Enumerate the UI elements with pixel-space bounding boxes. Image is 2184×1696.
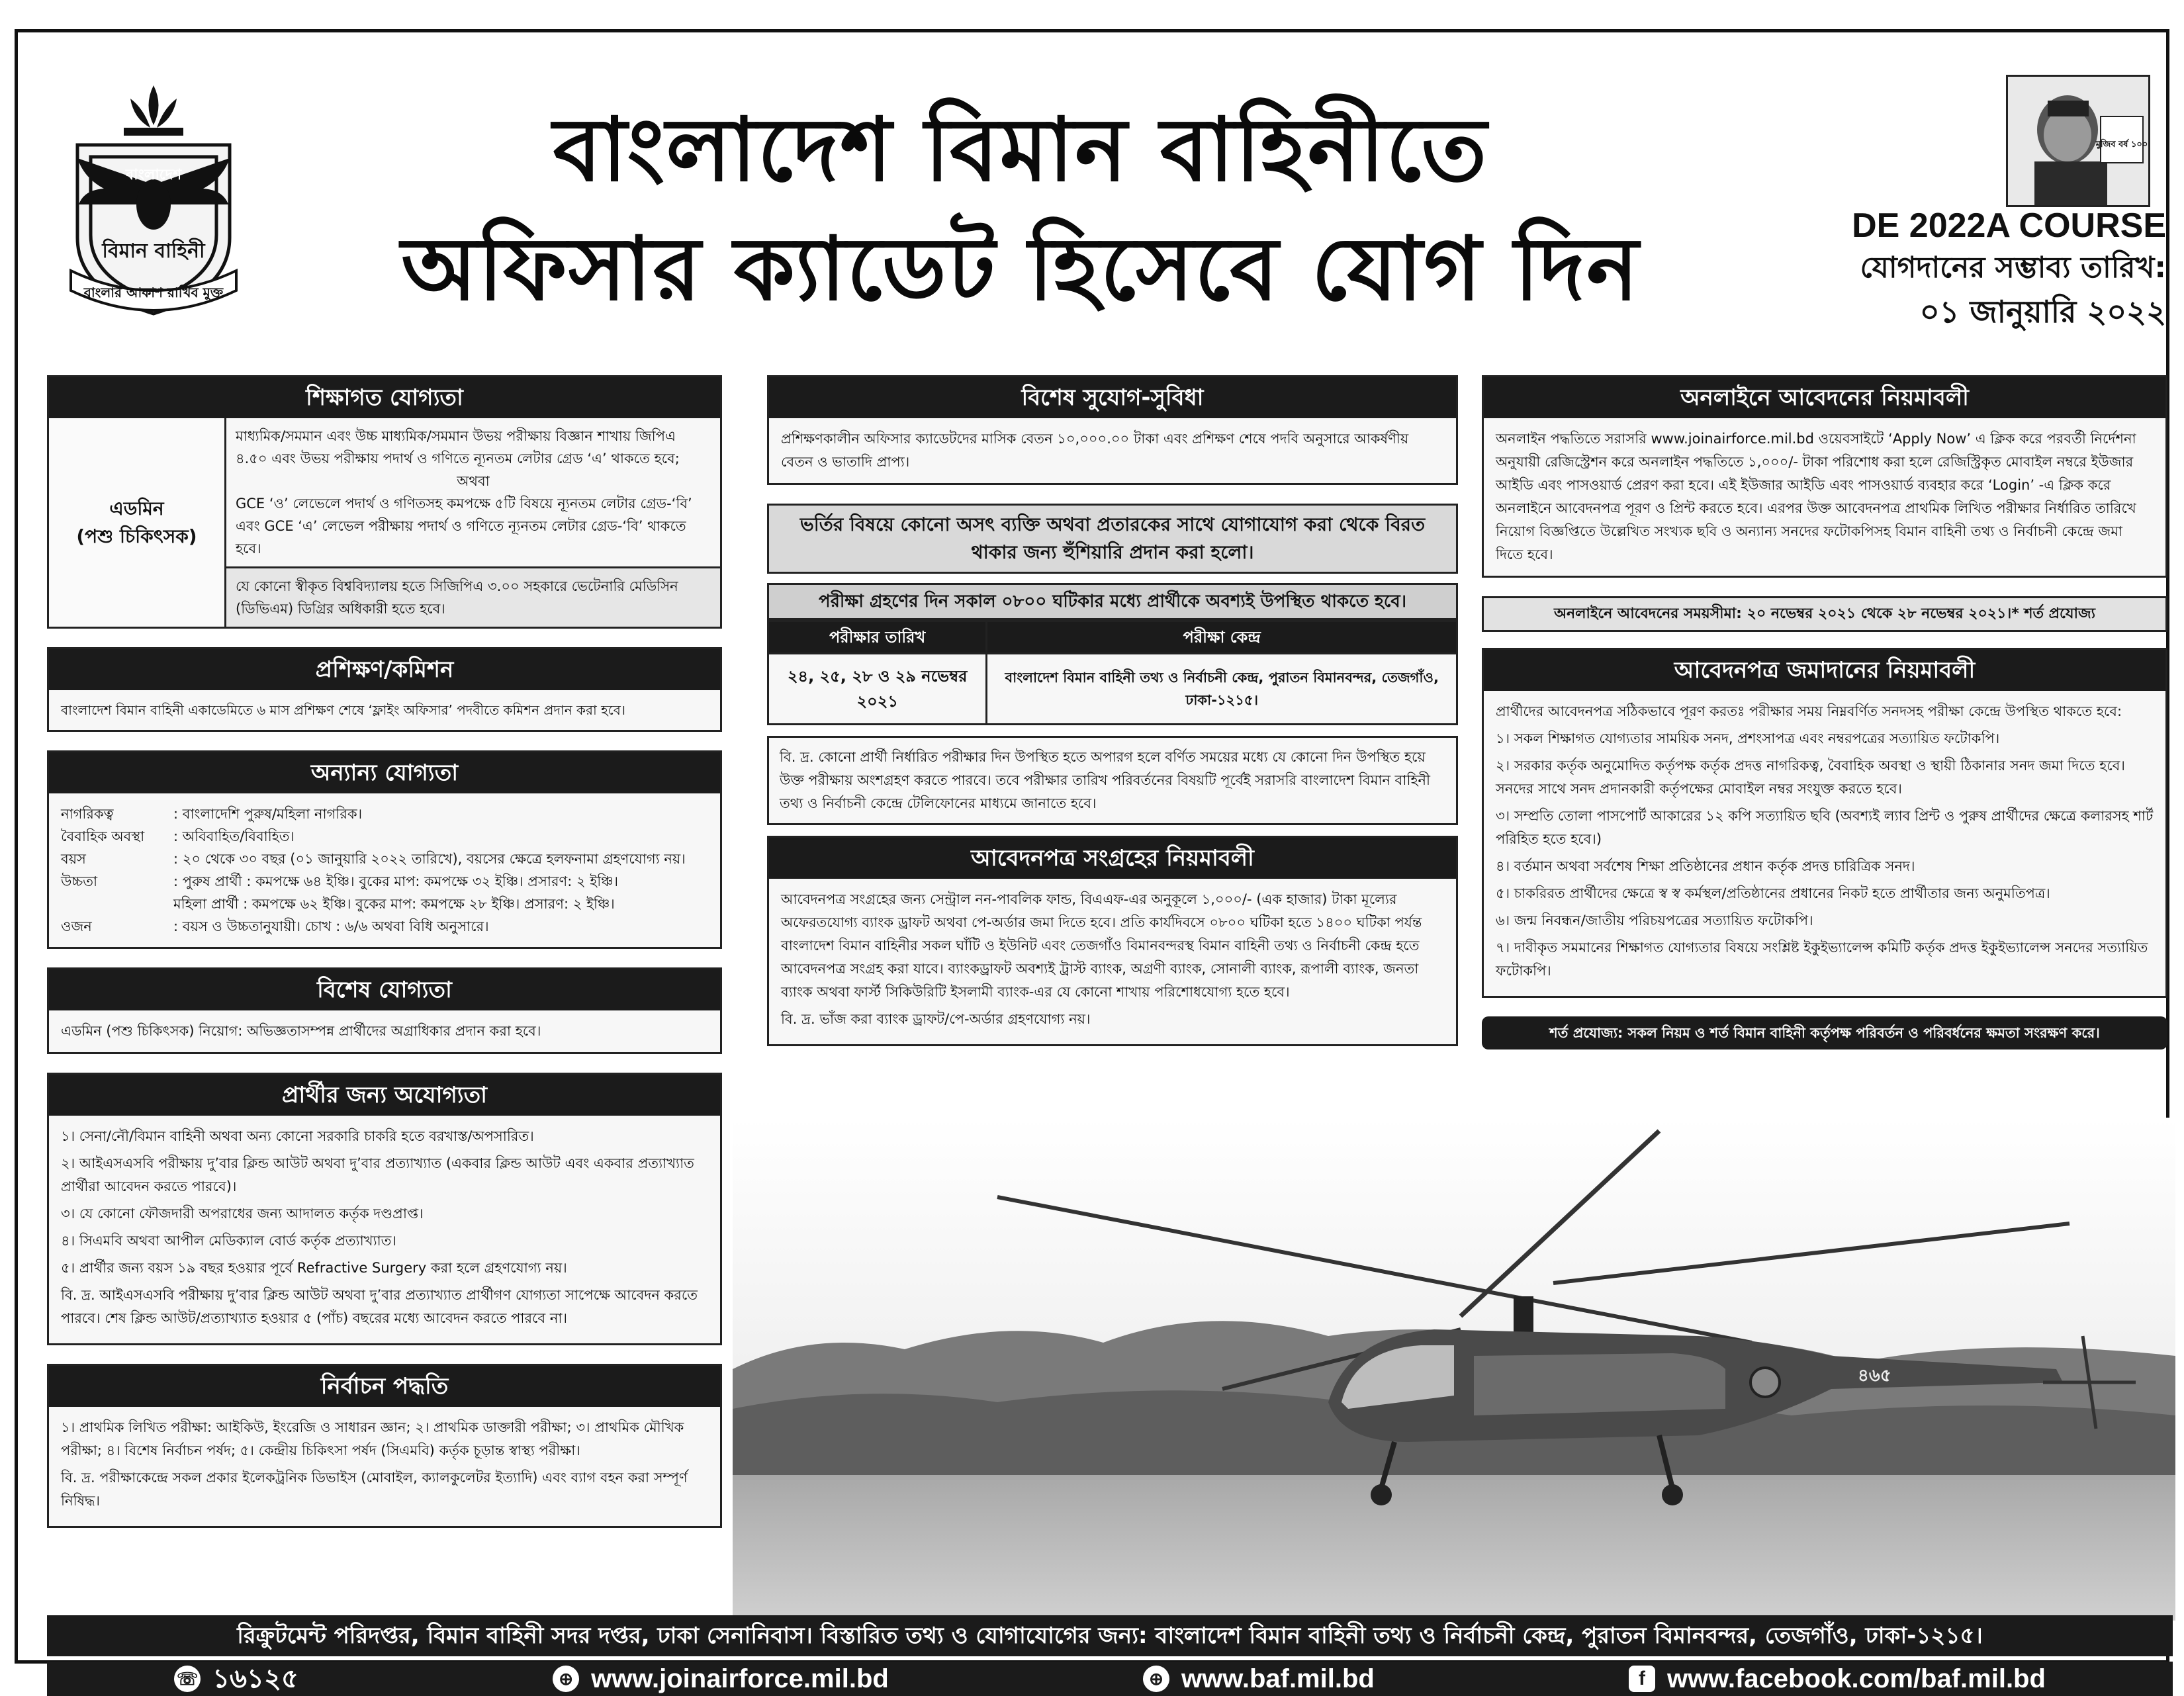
qualification-key: বৈবাহিক অবস্থা (61, 828, 145, 844)
table-row (768, 654, 1457, 725)
list-item: ৫। চাকরিরত প্রার্থীদের ক্ষেত্রে স্ব স্ব কর্মস্থল/প্রতিষ্ঠানের প্রধানের নিকট হতে প্রার্থীতার জন্য অনুমতিপত্র। (1496, 885, 2050, 901)
qualification-key: ওজন (61, 918, 92, 934)
collection-text: আবেদনপত্র সংগ্রহের জন্য সেন্ট্রাল নন-পাবলিক ফান্ড, বিএএফ-এর অনুকূলে ১,০০০/- (এক হাজার) টাকা মূল্যের অফেরতযোগ্য ব্যাংক ড্রাফট অথবা পে-অর্ডার জমা দিতে হবে। প্রতি কার্যদিবসে ০৮০০ ঘটিকা হতে ১৪০০ ঘটিকা পর্যন্ত বাংলাদেশ বিমান বাহিনীর সকল ঘাঁটি ও ইউনিট এবং তেজগাঁও বিমানবন্দরস্থ বিমান বাহিনী তথ্য ও নির্বাচনী কেন্দ্র হতে আবেদনপত্র সংগ্রহ করা যাবে। ব্যাংকড্রাফট অবশ্যই ট্রাস্ট ব্যাংক, অগ্রণী ব্যাংক, সোনালী ব্যাংক, রূপালী ব্যাংক, জনতা ব্যাংক অথবা ফার্স্ট সিকিউরিটি ইসলামী ব্যাংক-এর যে কোনো শাখায় পরিশোধযোগ্য হতে হবে। (781, 891, 1422, 1000)
list-item: ৭। দাবীকৃত সমমানের শিক্ষাগত যোগ্যতার বিষয়ে সংশ্লিষ্ট ইকুইভ্যালেন্স কমিটি কর্তৃক প্রদত্ত ইকুইভ্যালেন্স সনদের সত্যায়িত ফটোকপি। (1496, 940, 2148, 979)
education-table (49, 418, 720, 627)
qualification-value: : ২০ থেকে ৩০ বছর (০১ জানুয়ারি ২০২২ তারিখে), বয়সের ক্ষেত্রে হলফনামা গ্রহণযোগ্য নয়। (173, 851, 686, 867)
footer-contacts (47, 1662, 2173, 1696)
emblem-motto-text: বাংলার আকাশ রাখিব মুক্ত (83, 285, 224, 300)
list-item: ৩। সম্প্রতি তোলা পাসপোর্ট আকারের ১২ কপি সত্যায়িত ছবি (অবশ্যই ল্যাব প্রিন্ট ও পুরুষ প্রার্থীদের ক্ষেত্রে কলারসহ শার্ট পরিহিত হতে হবে।) (1496, 808, 2154, 847)
qualification-key: উচ্চতা (61, 873, 98, 889)
qualification-row (61, 870, 708, 893)
mujib-year-label: মুজিব বর্ষ ১০০ (2095, 140, 2148, 150)
exam-attendance-notice: পরীক্ষা গ্রহণের দিন সকাল ০৮০০ ঘটিকার মধ্যে প্রার্থীকে অবশ্যই উপস্থিত থাকতে হবে। (767, 583, 1458, 620)
list-item: ১। সেনা/নৌ/বিমান বাহিনী অথবা অন্য কোনো সরকারি চাকরি হতে বরখাস্ত/অপসারিত। (61, 1128, 534, 1144)
left-column (47, 375, 722, 1546)
exam-schedule-table (767, 620, 1458, 725)
selection-steps: ১। প্রাথমিক লিখিত পরীক্ষা: আইকিউ, ইংরেজি ও সাধারন জ্ঞান; ২। প্রাথমিক ডাক্তারী পরীক্ষা; ৩। প্রাথমিক মৌখিক পরীক্ষা; ৪। বিশেষ নির্বাচন পর্ষদ; ৫। কেন্দ্রীয় চিকিৎসা পর্ষদ (সিএমবি) কর্তৃক চূড়ান্ত স্বাস্থ্য পরীক্ষা। (61, 1419, 684, 1458)
facebook-icon: f (1629, 1666, 1655, 1692)
online-application-heading: অনলাইনে আবেদনের নিয়মাবলী (1484, 377, 2165, 418)
requirement-or: অথবা (457, 473, 490, 489)
joining-date-label: যোগদানের সম্ভাব্য তারিখ: (1860, 251, 2166, 285)
special-qualification-section (47, 967, 722, 1054)
submission-section (1482, 648, 2167, 998)
collection-note: বি. দ্র. ভাঁজ করা ব্যাংক ড্রাফট/পে-অর্ডার গ্রহণযোগ্য নয়। (781, 1011, 1091, 1027)
list-item: বি. দ্র. আইএসএসবি পরীক্ষায় দু’বার ক্লিন্ড আউট অথবা দু’বার প্রত্যাখ্যাত প্রার্থীগণ যোগ্যতা সাপেক্ষে আবেদন করতে পারবে। শেষ ক্লিন্ড আউট/প্রত্যাখ্যাত হওয়ার ৫ (পাঁচ) বছরের মধ্যে আবেদন করতে পারবে না। (61, 1287, 698, 1326)
fraud-warning: ভর্তির বিষয়ে কোনো অসৎ ব্যক্তি অথবা প্রতারকের সাথে যোগাযোগ করা থেকে বিরত থাকার জন্য হুঁশিয়ারি প্রদান করা হলো। (767, 504, 1458, 574)
other-qualifications-list (49, 793, 720, 947)
branch-name: এডমিন (109, 497, 164, 519)
headline-line-2: অফিসার ক্যাডেট হিসেবে যোগ দিন (401, 218, 1640, 320)
online-deadline: অনলাইনে আবেদনের সময়সীমা: ২০ নভেম্বর ২০২১ থেকে ২৮ নভেম্বর ২০২১।* শর্ত প্রযোজ্য (1482, 596, 2167, 632)
qualification-row (61, 915, 708, 938)
exam-center: বাংলাদেশ বিমান বাহিনী তথ্য ও নির্বাচনী কেন্দ্র, পুরাতন বিমানবন্দর, তেজগাঁও, ঢাকা-১২১৫। (987, 654, 1457, 725)
website-baf-text: www.baf.mil.bd (1181, 1664, 1375, 1693)
list-item: ৪। সিএমবি অথবা আপীল মেডিক্যাল বোর্ড কর্তৃক প্রত্যাখ্যাত। (61, 1233, 396, 1249)
exam-date-header: পরীক্ষার তারিখ (768, 621, 987, 654)
qualification-value: : অবিবাহিত/বিবাহিত। (173, 828, 295, 844)
special-qualification-heading: বিশেষ যোগ্যতা (49, 969, 720, 1010)
requirements-cell (226, 418, 720, 627)
list-item: ৩। যে কোনো ফৌজদারী অপরাধের জন্য আদালত কর্তৃক দণ্ডপ্রাপ্ত। (61, 1206, 424, 1222)
exam-center-header: পরীক্ষা কেন্দ্র (987, 621, 1457, 654)
list-item: ১। সকল শিক্ষাগত যোগ্যতার সাময়িক সনদ, প্রশংসাপত্র এবং নম্বরপত্রের সত্যায়িত ফটোকপি। (1496, 731, 2000, 746)
qualification-row (61, 825, 708, 848)
branch-cell (49, 418, 226, 627)
helicopter-photo (733, 1118, 2175, 1621)
benefits-heading: বিশেষ সুযোগ-সুবিধা (769, 377, 1456, 418)
qualification-value: : বাংলাদেশি পুরুষ/মহিলা নাগরিক। (173, 806, 363, 822)
hotline-number: ১৬১২৫ (212, 1664, 298, 1693)
emblem-name-text: বিমান বাহিনী (102, 240, 205, 263)
facebook-url-text: www.facebook.com/baf.mil.bd (1666, 1664, 2046, 1693)
qualification-value: : পুরুষ প্রার্থী : কমপক্ষে ৬৪ ইঞ্চি। বুকের মাপ: কমপক্ষে ৩২ ইঞ্চি। প্রসারণ: ২ ইঞ্চি। (173, 873, 619, 889)
qualification-key: বয়স (61, 851, 86, 867)
middle-column (767, 375, 1458, 1065)
exam-date: ২৪, ২৫, ২৮ ও ২৯ নভেম্বর ২০২১ (768, 654, 987, 725)
list-item: ২। সরকার কর্তৃক অনুমোদিত কর্তৃপক্ষ কর্তৃক প্রদত্ত নাগরিকত্ব, বৈবাহিক অবস্থা ও স্থায়ী ঠিকানার সনদ জমা দিতে হবে। সনদের সাথে সনদ প্রদানকারী কর্তৃপক্ষের মোবাইল নম্বর সংযুক্ত করতে হবে। (1496, 758, 2125, 797)
disqualification-heading: প্রার্থীর জন্য অযোগ্যতা (49, 1075, 720, 1116)
education-heading: শিক্ষাগত যোগ্যতা (49, 377, 720, 418)
training-text: বাংলাদেশ বিমান বাহিনী একাডেমিতে ৬ মাস প্রশিক্ষণ শেষে ‘ফ্লাইং অফিসার’ পদবীতে কমিশন প্রদান করা হবে। (61, 702, 625, 718)
website-recruitment-text: www.joinairforce.mil.bd (591, 1664, 889, 1693)
right-column (1482, 375, 2167, 1049)
qualification-key (61, 893, 173, 915)
requirement-text-2: GCE ‘ও’ লেভেলে পদার্থ ও গণিতসহ কমপক্ষে ৫টি বিষয়ে ন্যূনতম লেটার গ্রেড-‘বি’ এবং GCE ‘এ’ লেভেল পরীক্ষায় পদার্থ ও গণিতে ন্যূনতম লেটার গ্রেড-‘বি’ থাকতে হবে। (236, 496, 692, 557)
online-application-text: অনলাইন পদ্ধতিতে সরাসরি www.joinairforce.mil.bd ওয়েবসাইটে ‘Apply Now’ এ ক্লিক করে পরবর্তী নির্দেশনা অনুযায়ী রেজিস্ট্রেশন করে অনলাইন পদ্ধতিতে ১,০০০/- টাকা পরিশোধ করা হলে রেজিস্ট্রিকৃত মোবাইল নম্বরে ইউজার আইডি এবং পাসওয়ার্ড প্রেরণ করা হবে। এই ইউজার আইডি এবং পাসওয়ার্ড ব্যবহার করে ‘Login’ -এ ক্লিক করে অনলাইনে আবেদনপত্র পূরণ ও প্রিন্ট করতে হবে। এরপর উক্ত আবেদনপত্র প্রাথমিক লিখিত পরীক্ষার নির্ধারিত তারিখে নিয়োগ বিজ্ঞপ্তিতে উল্লেখিত সংখ্যক ছবি ও অন্যান্য সনদের ফটোকপিসহ বিমান বাহিনী তথ্য ও নির্বাচনী কেন্দ্রে জমা দিতে হবে। (1496, 431, 2136, 562)
list-item: ৬। জন্ম নিবন্ধন/জাতীয় পরিচয়পত্রের সত্যায়িত ফটোকপি। (1496, 913, 1813, 928)
qualification-value: : বয়স ও উচ্চতানুযায়ী। চোখ : ৬/৬ অথবা বিধি অনুসারে। (173, 918, 489, 934)
emblem-top-text: বাংলাদেশ (125, 167, 182, 183)
benefits-section (767, 375, 1458, 485)
submission-body (1484, 691, 2165, 996)
list-item: ৪। বর্তমান অথবা সর্বশেষ শিক্ষা প্রতিষ্ঠানের প্রধান কর্তৃক প্রদত্ত চারিত্রিক সনদ। (1496, 858, 1915, 874)
training-section (47, 647, 722, 732)
education-section (47, 375, 722, 629)
collection-section (767, 836, 1458, 1046)
globe-icon: ⊕ (553, 1666, 579, 1692)
facebook-link[interactable] (1629, 1662, 2046, 1696)
selection-section (47, 1364, 722, 1528)
air-force-emblem (44, 72, 263, 324)
requirement-text-1: মাধ্যমিক/সমমান এবং উচ্চ মাধ্যমিক/সমমান উভয় পরীক্ষায় বিজ্ঞান শাখায় জিপিএ ৪.৫০ এবং উভয় পরীক্ষায় পদার্থ ও গণিতে ন্যূনতম লেটার গ্রেড ‘এ’ থাকতে হবে; (236, 428, 680, 467)
qualification-row (61, 848, 708, 870)
headline-line-1: বাংলাদেশ বিমান বাহিনীতে (553, 99, 1488, 201)
list-item: ২। আইএসএসবি পরীক্ষায় দু’বার ক্লিন্ড আউট অথবা দু’বার প্রত্যাখ্যাত (একবার ক্লিন্ড আউট এবং একবার প্রত্যাখ্যাত প্রার্থীরা আবেদন করতে পারবে)। (61, 1155, 694, 1194)
exam-note: বি. দ্র. কোনো প্রার্থী নির্ধারিত পরীক্ষার দিন উপস্থিত হতে অপারগ হলে বর্ণিত সময়ের মধ্যে যে কোনো দিন উপস্থিত হয়ে উক্ত পরীক্ষায় অংশগ্রহণ করতে পারবে। তবে পরীক্ষার তারিখ পরিবর্তনের বিষয়টি পূর্বেই সরাসরি বাংলাদেশ বিমান বাহিনী তথ্য ও নির্বাচনী কেন্দ্রে টেলিফোনের মাধ্যমে জানাতে হবে। (767, 736, 1458, 825)
selection-body (49, 1407, 720, 1526)
list-item: ৫। প্রার্থীর জন্য বয়স ১৯ বছর হওয়ার পূর্বে Refractive Surgery করা হলে গ্রহণযোগ্য নয়। (61, 1260, 567, 1276)
collection-body (769, 879, 1456, 1044)
terms-condition-banner: শর্ত প্রযোজ্য: সকল নিয়ম ও শর্ত বিমান বাহিনী কর্তৃপক্ষ পরিবর্তন ও পরিবর্ধনের ক্ষমতা সংরক্ষণ করে। (1482, 1016, 2167, 1049)
requirement-ssc-hsc (226, 418, 720, 568)
special-qualification-text: এডমিন (পশু চিকিৎসক) নিয়োগ: অভিজ্ঞতাসম্পন্ন প্রার্থীদের অগ্রাধিকার প্রদান করা হবে। (61, 1023, 541, 1039)
joining-date: ০১ জানুয়ারি ২০২২ (1919, 294, 2166, 330)
branch-subname: (পশু চিকিৎসক) (76, 525, 197, 547)
selection-note: বি. দ্র. পরীক্ষাকেন্দ্রে সকল প্রকার ইলেকট্রনিক ডিভাইস (মোবাইল, ক্যালকুলেটর ইত্যাদি) এবং ব্যাগ বহন করা সম্পূর্ণ নিষিদ্ধ। (61, 1470, 688, 1509)
online-application-section (1482, 375, 2167, 578)
course-code: DE 2022A COURSE (1852, 206, 2166, 245)
submission-heading: আবেদনপত্র জমাদানের নিয়মাবলী (1484, 650, 2165, 691)
advertisement-frame (15, 29, 2169, 1693)
qualification-row (61, 893, 708, 915)
table-header-row (768, 621, 1457, 654)
disqualification-section (47, 1073, 722, 1345)
globe-icon: ⊕ (1143, 1666, 1169, 1692)
other-qualifications-section (47, 750, 722, 949)
website-link-recruitment[interactable] (553, 1662, 889, 1696)
footer-address: রিক্রুটমেন্ট পরিদপ্তর, বিমান বাহিনী সদর দপ্তর, ঢাকা সেনানিবাস। বিস্তারিত তথ্য ও যোগাযোগের জন্য: বাংলাদেশ বিমান বাহিনী তথ্য ও নির্বাচনী কেন্দ্র, পুরাতন বিমানবন্দর, তেজগাঁও, ঢাকা-১২১৫। (47, 1615, 2173, 1656)
phone-icon: ☏ (174, 1666, 201, 1692)
other-qualifications-heading: অন্যান্য যোগ্যতা (49, 752, 720, 793)
qualification-row (61, 803, 708, 825)
benefits-text: প্রশিক্ষণকালীন অফিসার ক্যাডেটদের মাসিক বেতন ১০,০০০.০০ টাকা এবং প্রশিক্ষণ শেষে পদবি অনুসারে আকর্ষণীয় বেতন ও ভাতাদি প্রাপ্য। (781, 431, 1409, 470)
helicopter-number: ৪৬৫ (1858, 1366, 1891, 1386)
mujib-year-portrait (2006, 75, 2150, 207)
disqualification-list (49, 1116, 720, 1343)
selection-heading: নির্বাচন পদ্ধতি (49, 1366, 720, 1407)
training-heading: প্রশিক্ষণ/কমিশন (49, 649, 720, 690)
qualification-value: মহিলা প্রার্থী : কমপক্ষে ৬২ ইঞ্চি। বুকের মাপ: কমপক্ষে ২৮ ইঞ্চি। প্রসারণ: ২ ইঞ্চি। (173, 896, 615, 912)
requirement-dvm: যে কোনো স্বীকৃত বিশ্ববিদ্যালয় হতে সিজিপিএ ৩.০০ সহকারে ভেটেনারি মেডিসিন (ডিভিএম) ডিগ্রির অধিকারী হতে হবে। (226, 568, 720, 627)
qualification-key: নাগরিকত্ব (61, 806, 114, 822)
website-link-baf[interactable] (1143, 1662, 1375, 1696)
hotline-item[interactable] (174, 1662, 298, 1696)
collection-heading: আবেদনপত্র সংগ্রহের নিয়মাবলী (769, 838, 1456, 879)
headline (283, 91, 1758, 329)
submission-intro: প্রার্থীদের আবেদনপত্র সঠিকভাবে পূরণ করতঃ পরীক্ষার সময় নিম্নবর্ণিত সনদসহ পরীক্ষা কেন্দ্রে উপস্থিত থাকতে হবে: (1496, 703, 2122, 719)
